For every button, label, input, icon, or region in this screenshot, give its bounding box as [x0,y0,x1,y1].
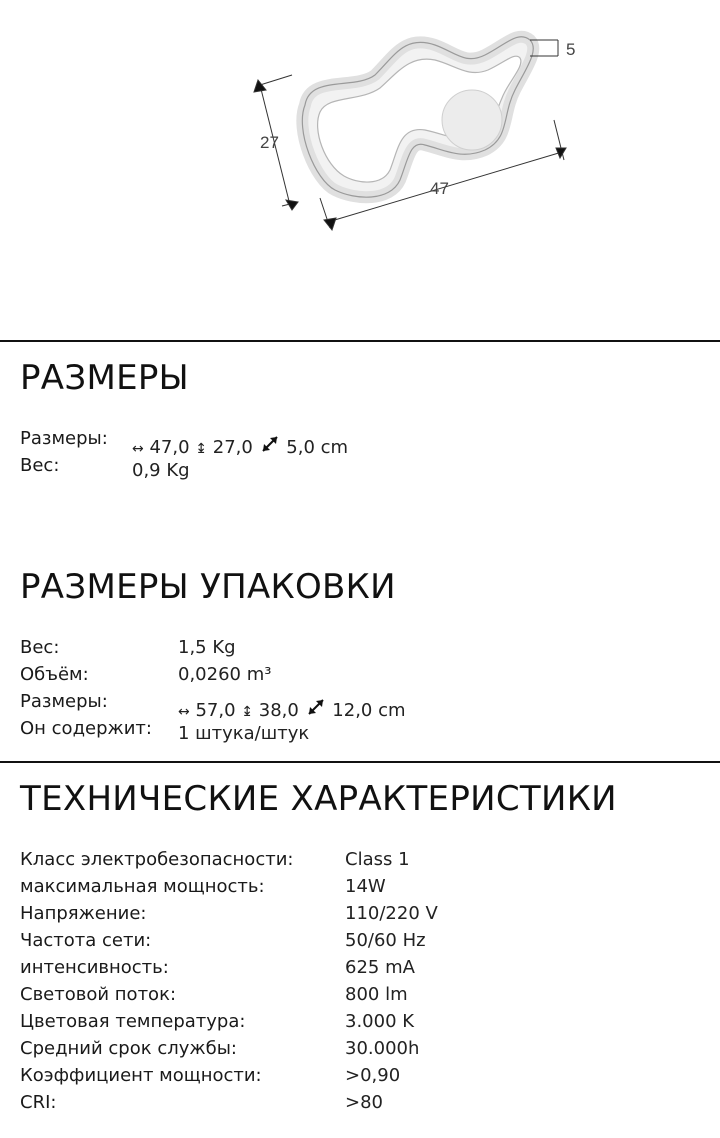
packaging-height: 38,0 [258,700,299,721]
height-arrow-icon: ↨ [195,441,208,457]
dim-depth-label: 5 [566,40,576,59]
tech-value: 14W [345,876,386,897]
packaging-contains-value: 1 штука/штук [178,723,310,744]
section-divider [0,340,720,342]
tech-value: >0,90 [345,1065,401,1086]
sizes-height: 27,0 [212,437,253,458]
tech-label: максимальная мощность: [20,876,265,897]
dim-height-label: 27 [260,133,279,152]
tech-label: Класс электробезопасности: [20,849,294,870]
height-arrow-icon: ↨ [241,704,254,720]
sizes-weight-value: 0,9 Kg [132,460,190,481]
depth-arrow-icon [305,696,327,718]
depth-arrow-icon [259,433,281,455]
product-dimension-drawing [240,20,600,250]
sizes-dims-value [132,433,348,460]
sizes-width: 47,0 [149,437,190,458]
tech-value: 625 mA [345,957,415,978]
packaging-dims-value [178,696,406,723]
packaging-depth: 12,0 cm [332,700,406,721]
width-arrow-icon: ↔ [178,704,190,720]
tech-value: 3.000 K [345,1011,415,1032]
tech-label: Цветовая температура: [20,1011,246,1032]
tech-label: Средний срок службы: [20,1038,237,1059]
tech-label: Световой поток: [20,984,177,1005]
tech-title: ТЕХНИЧЕСКИЕ ХАРАКТЕРИСТИКИ [20,779,617,819]
packaging-volume-value: 0,0260 m³ [178,664,272,685]
tech-value: 800 lm [345,984,408,1005]
packaging-weight-label: Вес: [20,637,60,658]
tech-label: Напряжение: [20,903,147,924]
sizes-depth: 5,0 cm [286,437,349,458]
packaging-volume-label: Объём: [20,664,89,685]
section-divider [0,761,720,763]
packaging-title: РАЗМЕРЫ УПАКОВКИ [20,567,396,607]
tech-label: CRI: [20,1092,57,1113]
tech-value: 30.000h [345,1038,420,1059]
tech-label: Частота сети: [20,930,152,951]
tech-value: 110/220 V [345,903,438,924]
tech-label: Коэффициент мощности: [20,1065,262,1086]
tech-value: >80 [345,1092,383,1113]
packaging-contains-label: Он содержит: [20,718,152,739]
width-arrow-icon: ↔ [132,441,144,457]
sizes-title: РАЗМЕРЫ [20,358,189,398]
lamp-outline [302,37,533,197]
dim-width-label: 47 [430,179,449,198]
packaging-width: 57,0 [195,700,236,721]
tech-value: 50/60 Hz [345,930,426,951]
packaging-dims-label: Размеры: [20,691,108,712]
packaging-weight-value: 1,5 Kg [178,637,236,658]
tech-value: Class 1 [345,849,410,870]
sizes-dims-label: Размеры: [20,428,108,449]
tech-label: интенсивность: [20,957,169,978]
sizes-weight-label: Вес: [20,455,60,476]
